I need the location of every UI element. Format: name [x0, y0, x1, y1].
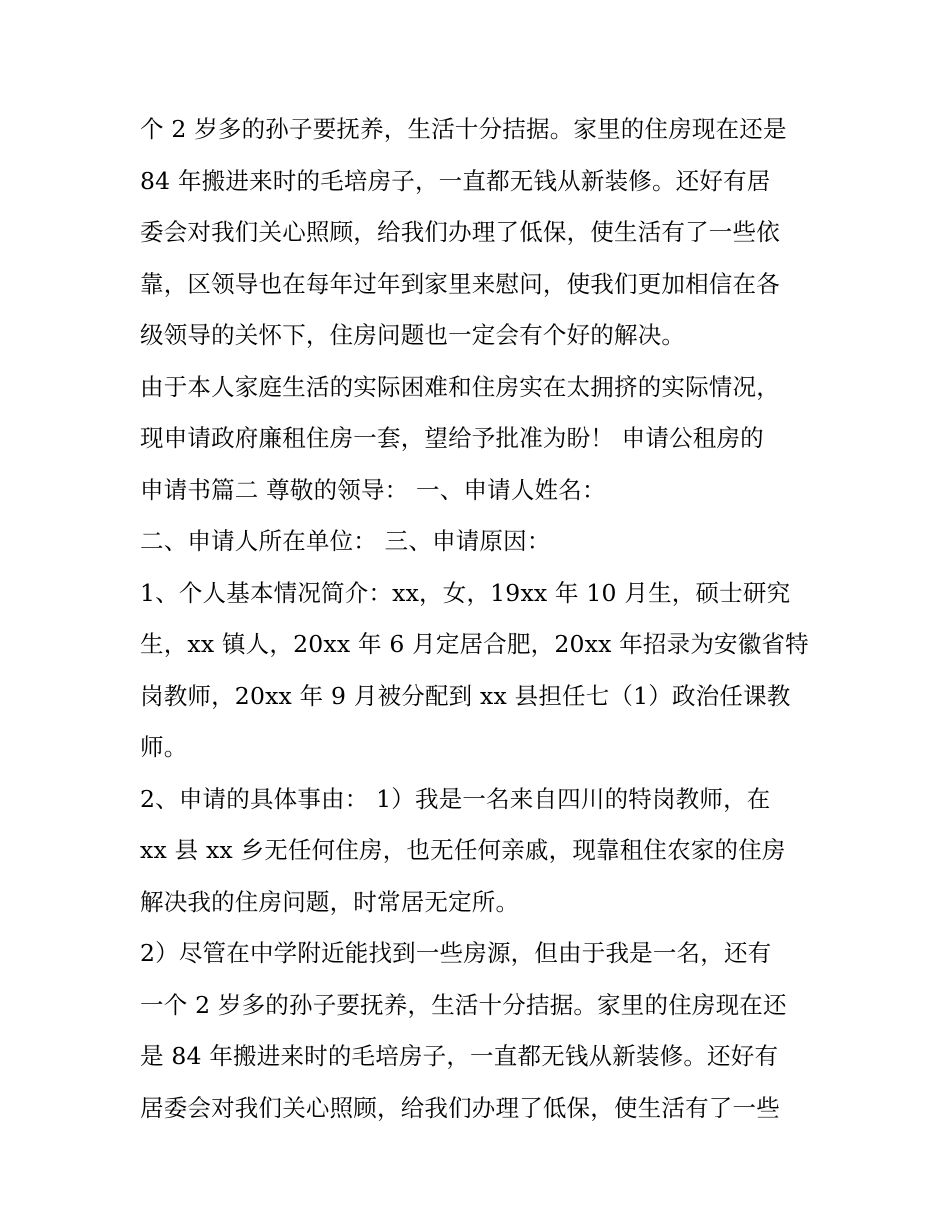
text-line: 个 2 岁多的孙子要抚养，生活十分拮据。家里的住房现在还是: [140, 115, 787, 143]
text-line: 岗教师，20xx 年 9 月被分配到 xx 县担任七（1）政治任课教: [140, 681, 791, 710]
text-line: 解决我的住房问题，时常居无定所。: [140, 887, 520, 916]
text-line: 靠，区领导也在每年过年到家里来慰问，使我们更加相信在各: [140, 269, 780, 298]
document-body: [140, 104, 820, 1134]
text-line: 生，xx 镇人，20xx 年 6 月定居合肥，20xx 年招录为安徽省特: [140, 630, 809, 658]
text-line: 是 84 年搬进来时的毛培房子，一直都无钱从新装修。还好有: [140, 1042, 779, 1070]
text-line: 2）尽管在中学附近能找到一些房源，但由于我是一名，还有: [140, 939, 772, 967]
text-line: 一个 2 岁多的孙子要抚养，生活十分拮据。家里的住房现在还: [140, 990, 787, 1019]
text-line: 师。: [140, 733, 188, 761]
text-line: 现申请政府廉租住房一套，望给予批准为盼！ 申请公租房的: [140, 424, 764, 452]
text-line: xx 县 xx 乡无任何住房，也无任何亲戚，现靠租住农家的住房: [140, 836, 786, 864]
text-line: 居委会对我们关心照顾，给我们办理了低保，使生活有了一些: [140, 1093, 780, 1122]
text-line: 84 年搬进来时的毛培房子，一直都无钱从新装修。还好有居: [140, 166, 771, 195]
text-line: 2、申请的具体事由： 1）我是一名来自四川的特岗教师，在: [140, 784, 771, 813]
text-line: 1、个人基本情况简介：xx，女，19xx 年 10 月生，硕士研究: [140, 578, 791, 607]
text-line: 二、申请人所在单位： 三、申请原因：: [140, 527, 551, 555]
text-line: 委会对我们关心照顾，给我们办理了低保，使生活有了一些依: [140, 218, 780, 246]
text-line: 由于本人家庭生活的实际困难和住房实在太拥挤的实际情况，: [140, 372, 780, 401]
text-line: 级领导的关怀下，住房问题也一定会有个好的解决。: [140, 321, 686, 349]
text-line: 申请书篇二 尊敬的领导： 一、申请人姓名：: [140, 475, 606, 504]
